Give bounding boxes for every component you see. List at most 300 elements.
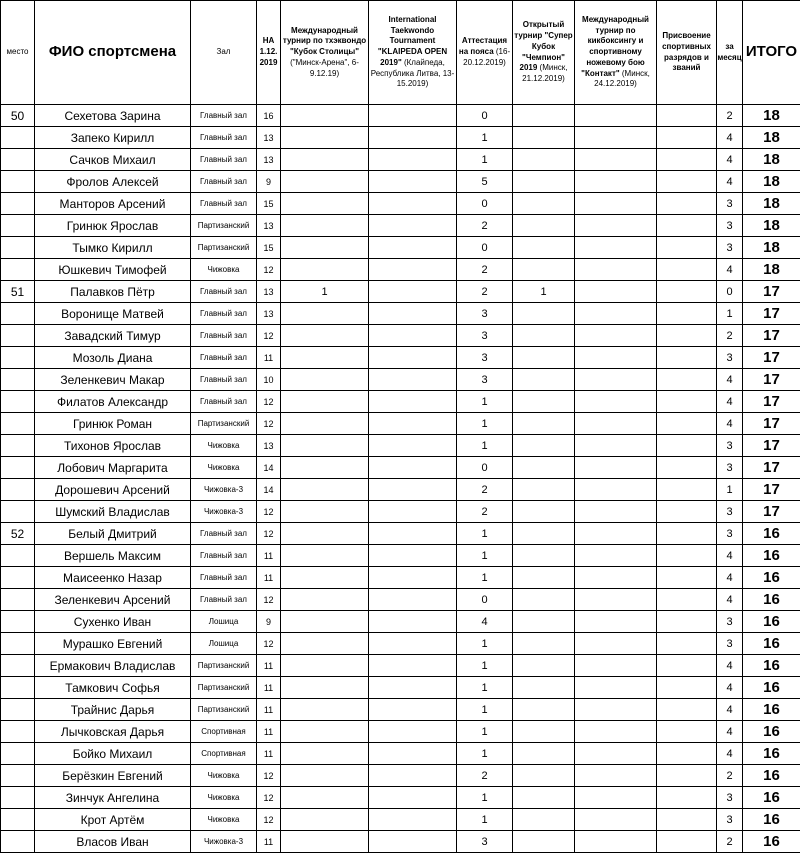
table-row [1, 215, 800, 237]
cell-month: 3 [717, 611, 743, 633]
header-kick-note: (Минск, 24.12.2019) [594, 69, 650, 89]
cell-zal: Главный зал [191, 127, 257, 149]
cell-fio: Завадский Тимур [35, 325, 191, 347]
cell-cup [281, 325, 369, 347]
cell-na: 11 [257, 831, 281, 853]
cell-na: 11 [257, 655, 281, 677]
cell-fio: Власов Иван [35, 831, 191, 853]
cell-kick [575, 105, 657, 127]
cell-month: 3 [717, 347, 743, 369]
cell-total: 18 [743, 259, 800, 281]
cell-na: 11 [257, 347, 281, 369]
cell-klaipeda [369, 787, 457, 809]
cell-na: 9 [257, 171, 281, 193]
cell-kick [575, 391, 657, 413]
cell-total: 16 [743, 809, 800, 831]
cell-na: 10 [257, 369, 281, 391]
cell-na: 12 [257, 325, 281, 347]
cell-kick [575, 369, 657, 391]
cell-cup: 1 [281, 281, 369, 303]
table-row [1, 281, 800, 303]
cell-total: 18 [743, 127, 800, 149]
header-klaipeda-note: (Клайпеда, Республика Литва, 13-15.2019) [371, 58, 455, 89]
table-body [1, 105, 800, 853]
cell-place [1, 237, 35, 259]
header-place: место [1, 1, 35, 105]
cell-super [513, 831, 575, 853]
cell-att: 1 [457, 655, 513, 677]
cell-na: 12 [257, 765, 281, 787]
cell-cup [281, 831, 369, 853]
cell-total: 16 [743, 611, 800, 633]
cell-total: 17 [743, 435, 800, 457]
cell-cup [281, 655, 369, 677]
cell-klaipeda [369, 391, 457, 413]
cell-klaipeda [369, 193, 457, 215]
cell-super [513, 391, 575, 413]
header-klaipeda [369, 1, 457, 105]
cell-ranks [657, 105, 717, 127]
cell-place [1, 347, 35, 369]
cell-place [1, 413, 35, 435]
cell-fio: Ермакович Владислав [35, 655, 191, 677]
cell-att: 3 [457, 303, 513, 325]
cell-att: 1 [457, 545, 513, 567]
cell-kick [575, 435, 657, 457]
cell-super [513, 149, 575, 171]
cell-ranks [657, 611, 717, 633]
table-row [1, 523, 800, 545]
cell-place [1, 743, 35, 765]
cell-place [1, 721, 35, 743]
header-ranks: Присвоение спортивных разрядов и званий [657, 1, 717, 105]
cell-cup [281, 171, 369, 193]
cell-klaipeda [369, 611, 457, 633]
cell-ranks [657, 281, 717, 303]
cell-month: 3 [717, 457, 743, 479]
cell-klaipeda [369, 237, 457, 259]
cell-month: 3 [717, 501, 743, 523]
cell-fio: Тамкович Софья [35, 677, 191, 699]
cell-cup [281, 611, 369, 633]
cell-total: 16 [743, 567, 800, 589]
cell-total: 16 [743, 831, 800, 853]
cell-fio: Зеленкевич Арсений [35, 589, 191, 611]
cell-klaipeda [369, 567, 457, 589]
cell-super [513, 413, 575, 435]
cell-ranks [657, 347, 717, 369]
cell-place [1, 655, 35, 677]
cell-kick [575, 215, 657, 237]
cell-na: 12 [257, 787, 281, 809]
table-row [1, 325, 800, 347]
cell-kick [575, 721, 657, 743]
cell-month: 4 [717, 589, 743, 611]
cell-ranks [657, 325, 717, 347]
cell-place [1, 765, 35, 787]
cell-klaipeda [369, 633, 457, 655]
cell-att: 3 [457, 831, 513, 853]
header-fio: ФИО спортсмена [35, 1, 191, 105]
cell-kick [575, 281, 657, 303]
cell-cup [281, 589, 369, 611]
cell-month: 1 [717, 479, 743, 501]
header-kick-title: Международный турнир по кикбоксингу и спортивному ножевому бою "Контакт" [581, 15, 649, 78]
cell-month: 3 [717, 809, 743, 831]
cell-att: 3 [457, 325, 513, 347]
cell-place [1, 611, 35, 633]
cell-fio: Гринюк Ярослав [35, 215, 191, 237]
cell-cup [281, 237, 369, 259]
table-row [1, 171, 800, 193]
cell-zal: Спортивная [191, 743, 257, 765]
cell-na: 11 [257, 677, 281, 699]
cell-na: 14 [257, 457, 281, 479]
cell-na: 15 [257, 193, 281, 215]
cell-kick [575, 765, 657, 787]
cell-att: 0 [457, 457, 513, 479]
cell-att: 1 [457, 699, 513, 721]
cell-place [1, 259, 35, 281]
cell-ranks [657, 193, 717, 215]
table-row [1, 589, 800, 611]
cell-kick [575, 611, 657, 633]
cell-super [513, 237, 575, 259]
cell-zal: Партизанский [191, 215, 257, 237]
cell-ranks [657, 259, 717, 281]
cell-att: 1 [457, 633, 513, 655]
cell-cup [281, 127, 369, 149]
header-zal: Зал [191, 1, 257, 105]
cell-att: 3 [457, 369, 513, 391]
cell-super [513, 127, 575, 149]
cell-month: 4 [717, 655, 743, 677]
cell-kick [575, 171, 657, 193]
cell-ranks [657, 479, 717, 501]
cell-ranks [657, 721, 717, 743]
cell-att: 1 [457, 787, 513, 809]
cell-place [1, 127, 35, 149]
header-klaipeda-title: International Taekwondo Tournament "KLAIPEDA OPEN 2019" [378, 15, 447, 67]
cell-fio: Берёзкин Евгений [35, 765, 191, 787]
cell-kick [575, 303, 657, 325]
cell-cup [281, 413, 369, 435]
cell-klaipeda [369, 523, 457, 545]
cell-place [1, 589, 35, 611]
cell-klaipeda [369, 325, 457, 347]
cell-na: 11 [257, 545, 281, 567]
cell-att: 2 [457, 215, 513, 237]
cell-zal: Лошица [191, 633, 257, 655]
cell-total: 17 [743, 325, 800, 347]
table-row [1, 655, 800, 677]
cell-klaipeda [369, 171, 457, 193]
cell-fio: Юшкевич Тимофей [35, 259, 191, 281]
cell-super [513, 545, 575, 567]
table-row [1, 567, 800, 589]
cell-cup [281, 457, 369, 479]
table-row [1, 303, 800, 325]
cell-kick [575, 325, 657, 347]
cell-total: 17 [743, 501, 800, 523]
table-row [1, 743, 800, 765]
cell-klaipeda [369, 413, 457, 435]
cell-att: 3 [457, 347, 513, 369]
table-row [1, 149, 800, 171]
cell-fio: Сехетова Зарина [35, 105, 191, 127]
cell-kick [575, 413, 657, 435]
cell-cup [281, 501, 369, 523]
cell-super [513, 171, 575, 193]
cell-zal: Главный зал [191, 193, 257, 215]
cell-place [1, 193, 35, 215]
cell-super [513, 523, 575, 545]
cell-total: 18 [743, 149, 800, 171]
cell-super [513, 699, 575, 721]
cell-total: 16 [743, 545, 800, 567]
cell-att: 1 [457, 743, 513, 765]
cell-month: 4 [717, 171, 743, 193]
table-row [1, 831, 800, 853]
cell-zal: Главный зал [191, 325, 257, 347]
cell-cup [281, 633, 369, 655]
cell-kick [575, 743, 657, 765]
cell-klaipeda [369, 809, 457, 831]
cell-kick [575, 479, 657, 501]
cell-kick [575, 259, 657, 281]
cell-total: 16 [743, 743, 800, 765]
cell-place [1, 171, 35, 193]
cell-month: 4 [717, 149, 743, 171]
cell-zal: Главный зал [191, 523, 257, 545]
cell-total: 16 [743, 699, 800, 721]
cell-month: 3 [717, 237, 743, 259]
table-row [1, 105, 800, 127]
cell-total: 16 [743, 765, 800, 787]
table-row [1, 435, 800, 457]
cell-cup [281, 259, 369, 281]
header-super [513, 1, 575, 105]
cell-fio: Лычковская Дарья [35, 721, 191, 743]
cell-na: 14 [257, 479, 281, 501]
cell-fio: Трайнис Дарья [35, 699, 191, 721]
cell-na: 16 [257, 105, 281, 127]
cell-total: 17 [743, 479, 800, 501]
cell-ranks [657, 149, 717, 171]
cell-klaipeda [369, 215, 457, 237]
cell-month: 4 [717, 567, 743, 589]
cell-fio: Воронище Матвей [35, 303, 191, 325]
cell-month: 3 [717, 193, 743, 215]
cell-place [1, 215, 35, 237]
cell-att: 1 [457, 149, 513, 171]
cell-cup [281, 567, 369, 589]
cell-place [1, 149, 35, 171]
cell-month: 4 [717, 677, 743, 699]
header-row [1, 1, 800, 105]
cell-klaipeda [369, 457, 457, 479]
cell-cup [281, 677, 369, 699]
cell-ranks [657, 809, 717, 831]
cell-place [1, 567, 35, 589]
cell-fio: Сухенко Иван [35, 611, 191, 633]
cell-zal: Лошица [191, 611, 257, 633]
cell-month: 2 [717, 105, 743, 127]
cell-zal: Главный зал [191, 589, 257, 611]
cell-ranks [657, 413, 717, 435]
table-row [1, 721, 800, 743]
cell-ranks [657, 523, 717, 545]
cell-na: 13 [257, 149, 281, 171]
cell-klaipeda [369, 743, 457, 765]
cell-att: 1 [457, 127, 513, 149]
cell-fio: Тихонов Ярослав [35, 435, 191, 457]
cell-super [513, 479, 575, 501]
cell-att: 0 [457, 105, 513, 127]
cell-super [513, 765, 575, 787]
cell-zal: Чижовка [191, 787, 257, 809]
cell-total: 17 [743, 457, 800, 479]
cell-cup [281, 193, 369, 215]
cell-zal: Чижовка-3 [191, 479, 257, 501]
cell-fio: Крот Артём [35, 809, 191, 831]
cell-place [1, 303, 35, 325]
cell-cup [281, 391, 369, 413]
cell-total: 16 [743, 677, 800, 699]
cell-month: 4 [717, 413, 743, 435]
cell-klaipeda [369, 105, 457, 127]
cell-super [513, 369, 575, 391]
cell-klaipeda [369, 259, 457, 281]
cell-cup [281, 105, 369, 127]
cell-kick [575, 567, 657, 589]
cell-zal: Чижовка [191, 765, 257, 787]
cell-zal: Главный зал [191, 391, 257, 413]
cell-cup [281, 303, 369, 325]
cell-total: 18 [743, 193, 800, 215]
cell-kick [575, 633, 657, 655]
cell-zal: Чижовка-3 [191, 831, 257, 853]
cell-zal: Партизанский [191, 237, 257, 259]
cell-month: 4 [717, 721, 743, 743]
table-row [1, 809, 800, 831]
cell-super [513, 743, 575, 765]
header-att-title: Аттестация на пояса [459, 36, 507, 56]
cell-place [1, 787, 35, 809]
table-row [1, 479, 800, 501]
cell-na: 12 [257, 589, 281, 611]
cell-kick [575, 677, 657, 699]
cell-klaipeda [369, 721, 457, 743]
table-row [1, 347, 800, 369]
cell-att: 2 [457, 259, 513, 281]
cell-place [1, 545, 35, 567]
cell-klaipeda [369, 545, 457, 567]
cell-super [513, 193, 575, 215]
cell-kick [575, 501, 657, 523]
cell-ranks [657, 457, 717, 479]
cell-total: 16 [743, 523, 800, 545]
cell-fio: Гринюк Роман [35, 413, 191, 435]
cell-month: 2 [717, 831, 743, 853]
cell-zal: Главный зал [191, 149, 257, 171]
cell-zal: Спортивная [191, 721, 257, 743]
cell-cup [281, 523, 369, 545]
cell-fio: Палавков Пётр [35, 281, 191, 303]
cell-kick [575, 193, 657, 215]
cell-month: 3 [717, 787, 743, 809]
cell-super [513, 721, 575, 743]
cell-cup [281, 435, 369, 457]
cell-ranks [657, 237, 717, 259]
cell-att: 1 [457, 809, 513, 831]
cell-zal: Чижовка-3 [191, 501, 257, 523]
cell-super [513, 105, 575, 127]
cell-place [1, 699, 35, 721]
cell-ranks [657, 567, 717, 589]
cell-na: 13 [257, 215, 281, 237]
cell-att: 2 [457, 479, 513, 501]
cell-fio: Лобович Маргарита [35, 457, 191, 479]
cell-na: 11 [257, 743, 281, 765]
cell-na: 12 [257, 633, 281, 655]
cell-cup [281, 787, 369, 809]
cell-att: 2 [457, 501, 513, 523]
cell-na: 13 [257, 281, 281, 303]
cell-fio: Манторов Арсений [35, 193, 191, 215]
cell-total: 16 [743, 655, 800, 677]
cell-zal: Главный зал [191, 545, 257, 567]
cell-fio: Мозоль Диана [35, 347, 191, 369]
table-row [1, 193, 800, 215]
cell-place [1, 809, 35, 831]
cell-total: 17 [743, 281, 800, 303]
header-super-note: (Минск, 21.12.2019) [522, 63, 567, 83]
cell-zal: Главный зал [191, 171, 257, 193]
header-total: ИТОГО [743, 1, 800, 105]
cell-klaipeda [369, 765, 457, 787]
header-att-note: (16-20.12.2019) [463, 47, 510, 67]
cell-att: 1 [457, 391, 513, 413]
cell-cup [281, 809, 369, 831]
cell-month: 4 [717, 743, 743, 765]
cell-att: 2 [457, 765, 513, 787]
cell-klaipeda [369, 303, 457, 325]
cell-zal: Партизанский [191, 655, 257, 677]
cell-total: 18 [743, 171, 800, 193]
cell-kick [575, 699, 657, 721]
cell-total: 17 [743, 369, 800, 391]
cell-ranks [657, 589, 717, 611]
cell-zal: Чижовка [191, 457, 257, 479]
cell-klaipeda [369, 677, 457, 699]
cell-na: 11 [257, 567, 281, 589]
header-cup-title: Международный турнир по тхэквондо "Кубок Столицы" [283, 26, 366, 57]
cell-ranks [657, 743, 717, 765]
cell-na: 12 [257, 391, 281, 413]
cell-klaipeda [369, 281, 457, 303]
cell-na: 11 [257, 721, 281, 743]
cell-kick [575, 347, 657, 369]
cell-place [1, 479, 35, 501]
cell-kick [575, 787, 657, 809]
cell-kick [575, 655, 657, 677]
cell-fio: Зинчук Ангелина [35, 787, 191, 809]
header-cup [281, 1, 369, 105]
cell-total: 16 [743, 721, 800, 743]
cell-na: 11 [257, 699, 281, 721]
cell-kick [575, 127, 657, 149]
